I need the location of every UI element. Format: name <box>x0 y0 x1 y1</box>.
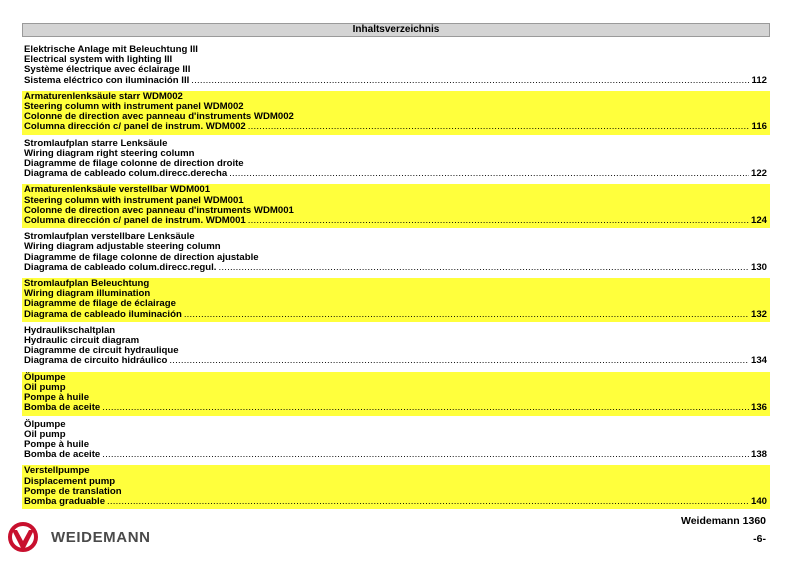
entry-title-en: Wiring diagram right steering column <box>24 147 195 159</box>
entry-page-number: 116 <box>751 121 767 133</box>
model-label: Weidemann 1360 <box>680 515 766 527</box>
entry-title-en: Steering column with instrument panel WDM001 <box>24 194 244 206</box>
leader-dots <box>248 216 749 226</box>
entry-title-fr: Diagramme de circuit hydraulique <box>24 345 179 357</box>
entry-title-fr: Système électrique avec éclairage III <box>24 64 191 76</box>
entry-title-es-row <box>24 310 770 320</box>
toc-entry[interactable] <box>22 138 770 182</box>
toc-entry[interactable] <box>22 184 770 228</box>
entry-title-es-row <box>24 450 770 460</box>
toc-entry[interactable] <box>22 278 770 322</box>
entry-page-number: 140 <box>750 495 767 507</box>
leader-dots <box>191 76 749 86</box>
entry-title-es-row <box>24 356 770 366</box>
entry-title-de: Hydraulikschaltplan <box>24 324 116 336</box>
toc-entry[interactable] <box>22 465 770 509</box>
entry-title-fr: Colonne de direction avec panneau d'instruments WDM002 <box>24 111 294 123</box>
page-number: -6- <box>753 533 766 545</box>
entry-page-number: 124 <box>750 215 767 227</box>
entry-title-de: Stromlaufplan Beleuchtung <box>24 278 150 290</box>
entry-title-es-row <box>24 169 770 179</box>
toc-entry[interactable] <box>22 44 770 88</box>
entry-title-es: Diagrama de cableado colum.direcc.derecha <box>24 168 228 180</box>
leader-dots <box>102 450 749 460</box>
weidemann-logo-icon <box>6 522 40 552</box>
entry-title-de: Armaturenlenksäule starr WDM002 <box>24 90 183 102</box>
entry-title-es-row <box>24 122 770 132</box>
toc-header: Inhaltsverzeichnis <box>22 23 770 37</box>
entry-title-de: Elektrische Anlage mit Beleuchtung III <box>24 44 198 55</box>
entry-title-de: Ölpumpe <box>24 418 66 430</box>
entry-title-es-row <box>24 403 770 413</box>
leader-dots <box>218 263 749 273</box>
weidemann-logo <box>6 522 151 552</box>
entry-title-en: Steering column with instrument panel WDM002 <box>24 101 244 113</box>
entry-title-fr: Diagramme de filage colonne de direction ajustable <box>24 251 259 263</box>
entry-title-de: Stromlaufplan starre Lenksäule <box>24 137 168 149</box>
toc-entry[interactable] <box>22 325 770 369</box>
leader-dots <box>229 169 749 179</box>
entry-title-fr: Colonne de direction avec panneau d'instruments WDM001 <box>24 204 294 216</box>
toc-entry[interactable] <box>22 372 770 416</box>
entry-title-en: Displacement pump <box>24 475 116 487</box>
entry-title-en: Wiring diagram illumination <box>24 288 151 300</box>
entry-title-en: Hydraulic circuit diagram <box>24 335 140 347</box>
entry-title-es-row <box>24 263 770 273</box>
leader-dots <box>169 356 749 366</box>
entry-page-number: 134 <box>750 355 767 367</box>
entry-page-number: 132 <box>750 308 767 320</box>
entry-title-en: Oil pump <box>24 381 66 393</box>
entry-title-fr: Diagramme de filage colonne de direction droite <box>24 158 244 170</box>
entry-title-es: Bomba de aceite <box>24 402 101 414</box>
entry-title-fr: Diagramme de filage de éclairage <box>24 298 176 310</box>
leader-dots <box>184 310 749 320</box>
entry-title-de: Armaturenlenksäule verstellbar WDM001 <box>24 184 211 196</box>
entry-title-es-row <box>24 76 770 86</box>
toc-entry[interactable] <box>22 231 770 275</box>
entry-title-es-row <box>24 497 770 507</box>
toc-entry[interactable] <box>22 91 770 135</box>
entry-title-fr: Pompe de translation <box>24 485 122 497</box>
entry-title-de: Stromlaufplan verstellbare Lenksäule <box>24 231 195 243</box>
logo-text: WEIDEMANN <box>51 528 151 546</box>
entry-title-fr: Pompe à huile <box>24 438 90 450</box>
leader-dots <box>248 122 750 132</box>
entry-page-number: 112 <box>751 74 767 86</box>
toc-entry[interactable] <box>22 419 770 463</box>
entry-page-number: 136 <box>750 402 767 414</box>
leader-dots <box>107 497 749 507</box>
entry-title-es: Columna dirección c/ panel de instrum. WDM001 <box>24 215 246 227</box>
entry-title-en: Wiring diagram adjustable steering column <box>24 241 221 253</box>
entry-title-es: Columna dirección c/ panel de instrum. WDM002 <box>24 121 246 133</box>
entry-title-es: Diagrama de cableado iluminación <box>24 308 182 320</box>
entry-title-en: Electrical system with lighting III <box>24 54 173 66</box>
entry-title-de: Verstellpumpe <box>24 465 90 477</box>
entry-title-de: Ölpumpe <box>24 371 66 383</box>
entry-page-number: 122 <box>750 168 767 180</box>
leader-dots <box>102 403 749 413</box>
entry-page-number: 130 <box>750 261 767 273</box>
entry-title-fr: Pompe à huile <box>24 392 90 404</box>
entry-title-es: Bomba graduable <box>24 495 106 507</box>
entry-page-number: 138 <box>750 449 767 461</box>
entry-title-es-row <box>24 216 770 226</box>
entry-title-en: Oil pump <box>24 428 66 440</box>
entry-title-es: Diagrama de cableado colum.direcc.regul. <box>24 261 217 273</box>
entry-title-es: Bomba de aceite <box>24 449 101 461</box>
entry-title-es: Sistema eléctrico con iluminación III <box>24 74 190 86</box>
table-of-contents <box>22 44 770 512</box>
entry-title-es: Diagrama de circuito hidráulico <box>24 355 168 367</box>
